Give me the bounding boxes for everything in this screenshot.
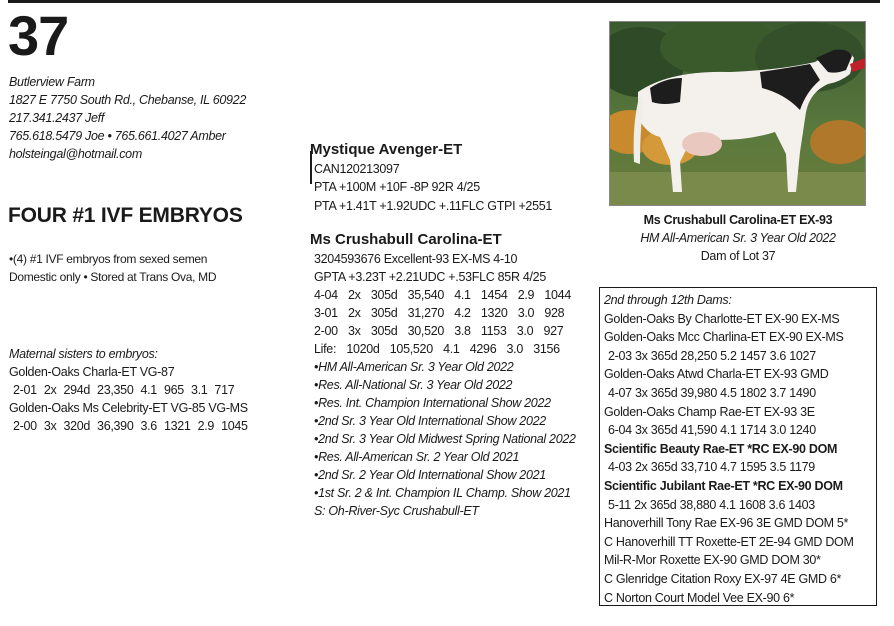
dam-honor: •2nd Sr. 3 Year Old International Show 2022 — [314, 414, 546, 428]
maternal-sisters-heading: Maternal sisters to embryos: — [9, 347, 158, 361]
dam-entry: Hanoverhill Tony Rae EX-96 3E GMD DOM 5* — [604, 516, 849, 531]
phone-joe-amber: 765.618.5479 Joe • 765.661.4027 Amber — [9, 129, 226, 143]
sire-name: Mystique Avenger-ET — [310, 141, 463, 158]
sister-name: Golden-Oaks Charla-ET VG-87 — [9, 365, 175, 379]
dam-record: 3-01 2x 305d 31,270 4.2 1320 3.0 928 — [314, 306, 565, 320]
dam-entry: Golden-Oaks Champ Rae-ET EX-93 3E — [604, 404, 815, 419]
dam-honor: •Res. All-American Sr. 2 Year Old 2021 — [314, 450, 520, 464]
dams-box — [599, 287, 877, 606]
dam-record: 4-04 2x 305d 35,540 4.1 1454 2.9 1044 — [314, 288, 571, 302]
phone-jeff: 217.341.2437 Jeff — [9, 111, 104, 125]
maternal-sisters — [9, 345, 255, 435]
farm-name: Butlerview Farm — [9, 75, 95, 89]
lot-description — [9, 250, 216, 286]
dam-entry: Golden-Oaks By Charlotte-ET EX-90 EX-MS — [604, 311, 840, 326]
lot-number: 37 — [8, 4, 69, 67]
lot-headline: FOUR #1 IVF EMBRYOS — [8, 204, 243, 227]
dam-honor: •2nd Sr. 2 Year Old International Show 2021 — [314, 468, 546, 482]
description-line: Domestic only • Stored at Trans Ova, MD — [9, 270, 217, 284]
dams-list — [604, 291, 854, 607]
dam-registration: 3204593676 Excellent-93 EX-MS 4-10 — [314, 252, 518, 266]
dam-entry: Golden-Oaks Atwd Charla-ET EX-93 GMD — [604, 367, 829, 382]
dam-entry: Scientific Jubilant Rae-ET *RC EX-90 DOM — [604, 478, 843, 493]
dam-name: Ms Crushabull Carolina-ET — [310, 231, 502, 248]
sister-name: Golden-Oaks Ms Celebrity-ET VG-85 VG-MS — [9, 401, 248, 415]
dam-honor: •HM All-American Sr. 3 Year Old 2022 — [314, 360, 514, 374]
dam-production-record: 4-07 3x 365d 39,980 4.5 1802 3.7 1490 — [608, 385, 816, 400]
dam-honor: •Res. Int. Champion International Show 2022 — [314, 396, 551, 410]
photo-caption — [600, 211, 876, 265]
sire-pta-type: PTA +1.41T +1.92UDC +.11FLC GTPI +2551 — [314, 199, 553, 213]
caption-note: Dam of Lot 37 — [700, 249, 776, 263]
sister-record: 2-00 3x 320d 36,390 3.6 1321 2.9 1045 — [13, 419, 248, 433]
dam-production-record: 5-11 2x 365d 38,880 4.1 1608 3.6 1403 — [608, 497, 815, 512]
dam-production-record: 2-03 3x 365d 28,250 5.2 1457 3.6 1027 — [608, 348, 816, 363]
sister-record: 2-01 2x 294d 23,350 4.1 965 3.1 717 — [13, 383, 235, 397]
dam-production-record: 6-04 3x 365d 41,590 4.1 1714 3.0 1240 — [608, 423, 816, 438]
dam-honor: •2nd Sr. 3 Year Old Midwest Spring National 2022 — [314, 432, 576, 446]
cow-photo — [609, 21, 866, 206]
dam-entry: Golden-Oaks Mcc Charlina-ET EX-90 EX-MS — [604, 330, 844, 345]
dam-record: 2-00 3x 305d 30,520 3.8 1153 3.0 927 — [314, 324, 564, 338]
caption-title: Ms Crushabull Carolina-ET EX-93 — [643, 213, 833, 227]
consignor-contact — [9, 73, 246, 163]
sire-registration: CAN120213097 — [314, 162, 400, 176]
dam-entry: C Norton Court Model Vee EX-90 6* — [604, 590, 795, 605]
dam-gpta: GPTA +3.23T +2.21UDC +.53FLC 85R 4/25 — [314, 270, 546, 284]
dams-heading: 2nd through 12th Dams: — [604, 293, 732, 307]
sire-pta: PTA +100M +10F -8P 92R 4/25 — [314, 180, 480, 194]
dam-lifetime-record: Life: 1020d 105,520 4.1 4296 3.0 3156 — [314, 342, 560, 356]
dam-details — [314, 250, 578, 520]
dam-entry: Scientific Beauty Rae-ET *RC EX-90 DOM — [604, 441, 838, 456]
description-line: •(4) #1 IVF embryos from sexed semen — [9, 252, 208, 266]
dam-honor: •1st Sr. 2 & Int. Champion IL Champ. Show 2021 — [314, 486, 571, 500]
farm-address: 1827 E 7750 South Rd., Chebanse, IL 60922 — [9, 93, 246, 107]
email: holsteingal@hotmail.com — [9, 147, 142, 161]
dam-entry: C Glenridge Citation Roxy EX-97 4E GMD 6* — [604, 571, 842, 586]
dam-entry: Mil-R-Mor Roxette EX-90 GMD DOM 30* — [604, 553, 821, 568]
caption-subtitle: HM All-American Sr. 3 Year Old 2022 — [640, 231, 836, 245]
dam-honor: •Res. All-National Sr. 3 Year Old 2022 — [314, 378, 513, 392]
dam-sire-line: S: Oh-River-Syc Crushabull-ET — [314, 504, 479, 518]
top-rule — [8, 0, 880, 3]
dam-production-record: 4-03 2x 365d 33,710 4.7 1595 3.5 1179 — [608, 460, 815, 475]
dam-entry: C Hanoverhill TT Roxette-ET 2E-94 GMD DOM — [604, 534, 854, 549]
